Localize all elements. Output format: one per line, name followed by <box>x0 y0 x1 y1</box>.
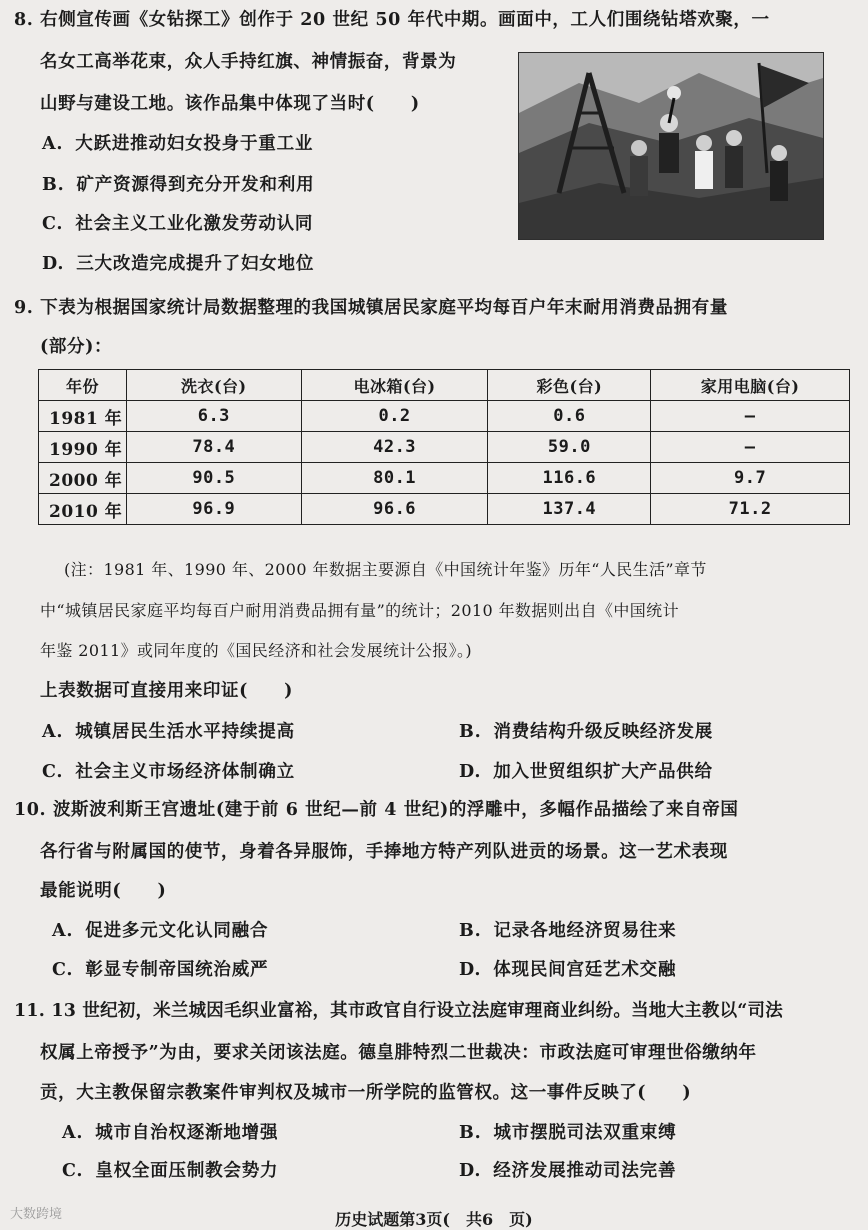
q10-option-a <box>52 917 268 942</box>
option-letter: A. <box>42 722 64 742</box>
option-letter: C. <box>42 214 64 234</box>
option-letter: A. <box>52 921 74 941</box>
option-text: 三大改造完成提升了妇女地位 <box>76 254 315 274</box>
q10-option-c <box>52 956 268 981</box>
table-cell: 42.3 <box>301 432 488 463</box>
option-letter: D. <box>42 254 65 274</box>
option-text: 促进多元文化认同融合 <box>85 921 269 941</box>
q10-option-b <box>459 917 676 942</box>
option-letter: B. <box>459 722 482 742</box>
q11-line-3: 贡，大主教保留宗教案件审判权及城市一所学院的监管权。这一事件反映了( ) <box>40 1083 692 1103</box>
q10-line-2: 各行省与附属国的使节，身着各异服饰，手捧地方特产列队进贡的场景。这一艺术表现 <box>40 842 728 862</box>
q11-line-1: 11. 13 世纪初，米兰城因毛织业富裕，其市政官自行设立法庭审理商业纠纷。当地大主教以“司法 <box>14 1001 783 1021</box>
q9-option-a <box>42 718 295 743</box>
table-header: 家用电脑(台) <box>651 370 850 401</box>
table-cell: 71.2 <box>651 494 850 525</box>
table-cell-year: 2010 年 <box>39 494 127 525</box>
q11-option-d <box>459 1157 676 1182</box>
table-cell: 6.3 <box>126 401 301 432</box>
option-text: 皇权全面压制教会势力 <box>95 1161 279 1181</box>
q8-option-a <box>42 130 313 155</box>
q10-line-3: 最能说明( ) <box>40 881 167 901</box>
option-letter: B. <box>459 921 482 941</box>
table-cell: 59.0 <box>488 432 651 463</box>
option-text: 消费结构升级反映经济发展 <box>493 722 714 742</box>
q9-stem: 上表数据可直接用来印证( ) <box>40 681 294 701</box>
option-text: 经济发展推动司法完善 <box>493 1161 677 1181</box>
option-letter: C. <box>52 960 74 980</box>
table-cell: 116.6 <box>488 463 651 494</box>
table-cell: 137.4 <box>488 494 651 525</box>
table-header: 电冰箱(台) <box>301 370 488 401</box>
option-letter: D. <box>459 762 482 782</box>
table-header: 彩色(台) <box>488 370 651 401</box>
option-letter: C. <box>42 762 64 782</box>
table-cell-year: 2000 年 <box>39 463 127 494</box>
q11-option-b <box>459 1119 676 1144</box>
propaganda-poster-image <box>518 52 824 240</box>
q8-option-b <box>42 171 314 196</box>
table-cell: 80.1 <box>301 463 488 494</box>
q8-line-2: 名女工高举花束，众人手持红旗、神情振奋，背景为 <box>40 52 457 72</box>
table-cell: 0.2 <box>301 401 488 432</box>
q9-line-1: 9. 下表为根据国家统计局数据整理的我国城镇居民家庭平均每百户年末耐用消费品拥有量 <box>14 298 728 318</box>
table-cell-year: 1990 年 <box>39 432 127 463</box>
table-row <box>39 432 850 463</box>
table-cell-year: 1981 年 <box>39 401 127 432</box>
option-letter: D. <box>459 960 482 980</box>
option-letter: D. <box>459 1161 482 1181</box>
poster-illustration <box>519 53 823 239</box>
q11-line-2: 权属上帝授予”为由，要求关闭该法庭。德皇腓特烈二世裁决：市政法庭可审理世俗缴纳年 <box>40 1043 757 1063</box>
q8-option-c <box>42 210 313 235</box>
q11-option-a <box>62 1119 278 1144</box>
q8-line-3: 山野与建设工地。该作品集中体现了当时( ) <box>40 94 420 114</box>
watermark: 大数跨境 <box>10 1207 63 1222</box>
table-cell: 96.6 <box>301 494 488 525</box>
q9-option-c <box>42 758 295 783</box>
table-header: 年份 <box>39 370 127 401</box>
table-row <box>39 401 850 432</box>
table-header: 洗衣(台) <box>126 370 301 401</box>
table-header-row <box>39 370 850 401</box>
option-text: 社会主义工业化激发劳动认同 <box>75 214 314 234</box>
page-footer: 历史试题第3页( 共6 页) <box>335 1210 533 1229</box>
q8-option-d <box>42 250 314 275</box>
q9-line-2: (部分)： <box>40 337 113 357</box>
option-letter: B. <box>459 1123 482 1143</box>
option-text: 大跃进推动妇女投身于重工业 <box>75 134 314 154</box>
option-text: 社会主义市场经济体制确立 <box>75 762 295 782</box>
table-cell: 0.6 <box>488 401 651 432</box>
table-row <box>39 463 850 494</box>
option-text: 矿产资源得到充分开发和利用 <box>76 175 315 195</box>
table-cell: 96.9 <box>126 494 301 525</box>
q8-line-1: 8. 右侧宣传画《女钻探工》创作于 20 世纪 50 年代中期。画面中，工人们围绕钻塔欢聚，一 <box>14 10 770 30</box>
q10-line-1: 10. 波斯波利斯王宫遗址(建于前 6 世纪—前 4 世纪)的浮雕中，多幅作品描绘了来自帝国 <box>14 800 739 820</box>
q9-note-line-1: (注：1981 年、1990 年、2000 年数据主要源自《中国统计年鉴》历年“人民生活”章节 <box>64 560 707 579</box>
option-letter: C. <box>62 1161 84 1181</box>
option-text: 城镇居民生活水平持续提高 <box>75 722 295 742</box>
table-cell: 90.5 <box>126 463 301 494</box>
table-cell: 9.7 <box>651 463 850 494</box>
q9-option-b <box>459 718 713 743</box>
option-letter: B. <box>42 175 65 195</box>
option-text: 体现民间宫廷艺术交融 <box>493 960 677 980</box>
option-letter: A. <box>42 134 64 154</box>
q11-option-c <box>62 1157 278 1182</box>
option-text: 记录各地经济贸易往来 <box>493 921 677 941</box>
q9-note-line-2: 中“城镇居民家庭平均每百户耐用消费品拥有量”的统计；2010 年数据则出自《中国统计 <box>40 601 679 620</box>
option-text: 城市自治权逐渐地增强 <box>95 1123 279 1143</box>
consumer-goods-table <box>38 369 850 525</box>
option-letter: A. <box>62 1123 84 1143</box>
q10-option-d <box>459 956 676 981</box>
table-cell: — <box>651 432 850 463</box>
table-row <box>39 494 850 525</box>
table-cell: 78.4 <box>126 432 301 463</box>
q9-option-d <box>459 758 713 783</box>
option-text: 加入世贸组织扩大产品供给 <box>493 762 713 782</box>
q9-note-line-3: 年鉴 2011》或同年度的《国民经济和社会发展统计公报》。) <box>40 641 473 660</box>
option-text: 城市摆脱司法双重束缚 <box>493 1123 677 1143</box>
table-cell: — <box>651 401 850 432</box>
option-text: 彰显专制帝国统治威严 <box>85 960 269 980</box>
